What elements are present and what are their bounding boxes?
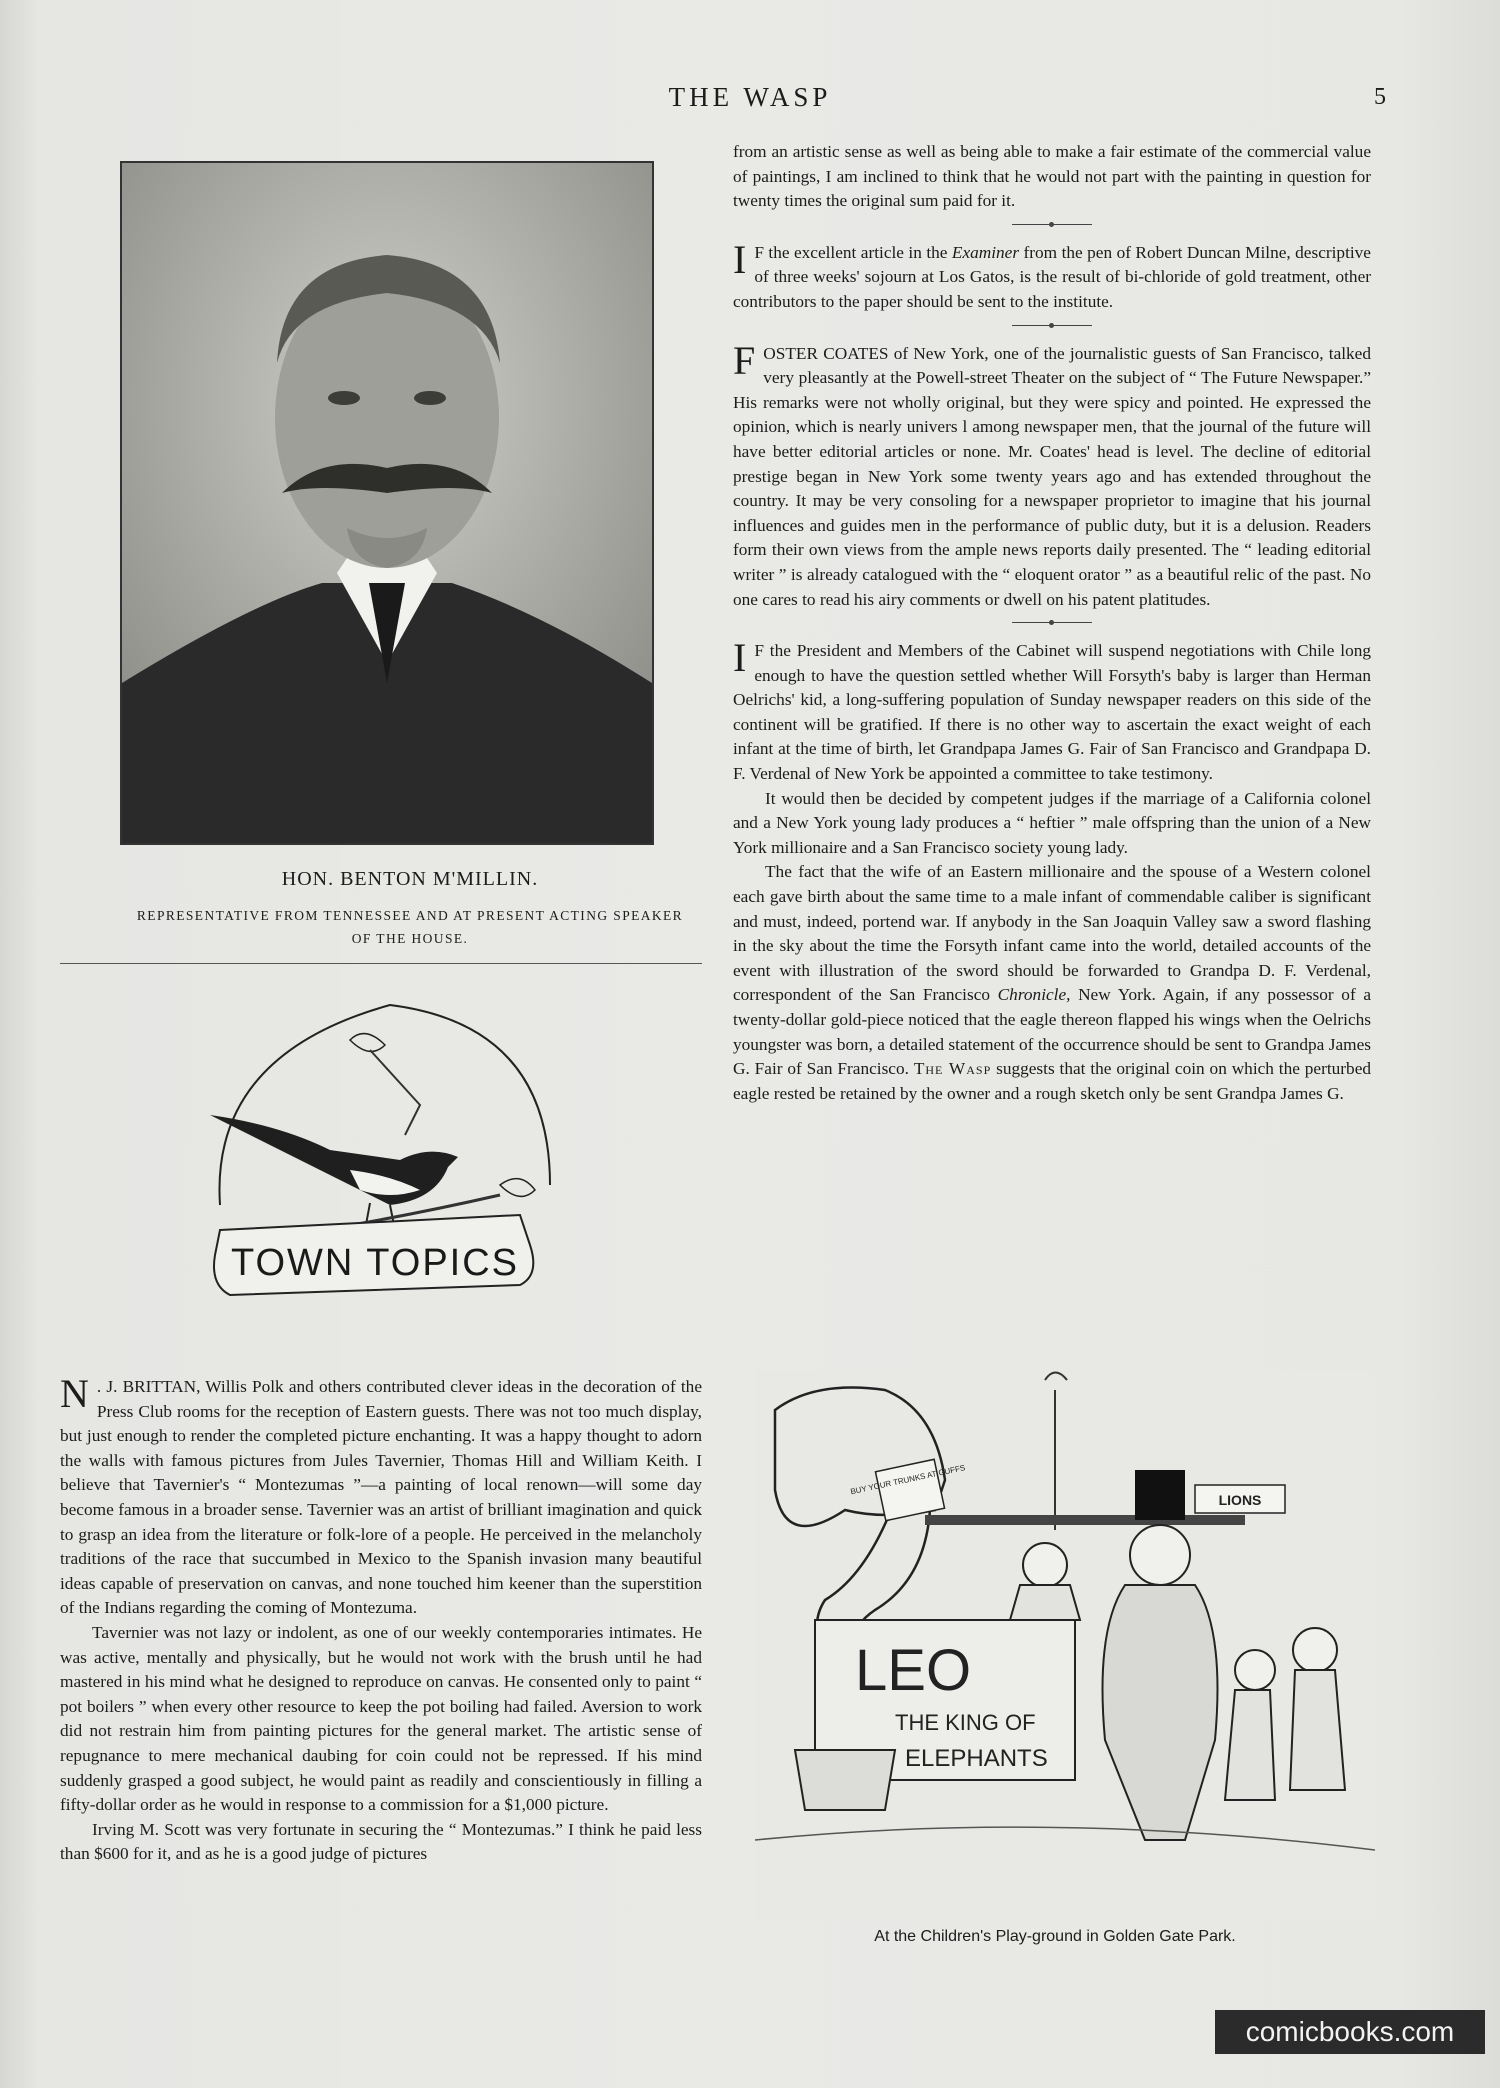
article-paragraph: The fact that the wife of an Eastern millionaire and the spouse of a Western colonel each gave birth about the same time to a male infant of commendable caliber is significant and must, indeed, portend war. If anybody in the San Joaquin Valley saw a sword flashing in the sky about the time the Forsyth infant came into the world, detailed accounts of the event with illustration of the sword should be forwarded to Grandpa D. F. Verdenal, correspondent of the San Francisco Chronicle, New York. Again, if any possessor of a twenty-dollar gold-piece noticed that the eagle thereon flapped his wings when the Oelrichs youngster was born, a detailed statement of the occurrence should be sent to Grandpa James G. Fair of San Francisco. The Wasp suggests that the original coin on which the perturbed eagle rested be retained by the owner and a rough sketch only be sent Grandpa James G.: [733, 862, 1372, 1103]
article-paragraph: N . J. BRITTAN, Willis Polk and others contributed clever ideas in the decoration of the Press Club rooms for the reception of Eastern guests. There was not too much display, but just enough to render the completed picture enchanting. It was a happy thought to adorn the walls with famous pictures from Jules Tavernier, Thomas Hill and William Keith. I believe that Tavernier's “ Montezumas ”—a painting of local renown—will some day become famous in a broader sense. Tavernier was an artist of brilliant imagination and quick to grasp an idea from the literature or folk-lore of a people. He perceived in the melancholy traditions of the race that succumbed in Mexico to the Spanish invasion many beautiful ideas capable of preservation on canvas, and none touched him keener than the superstition of the Indians regarding the coming of Montezuma.: [60, 1371, 702, 1618]
article-paragraph: FOSTER COATES of New York, one of the journalistic guests of San Francisco, talked very pleasantly at the Powell-street Theater on the subject of “ The Future Newspaper.” His remarks were not wholly original, but they were spicy and pointed. He expressed the opinion, which is nearly univers l among newspaper men, that the journal of the future will have better editorial articles or none. Mr. Coates' head is level. The decline of editorial prestige began in New York some twenty years ago and has extended throughout the country. It may be very consoling for a newspaper proprietor to imagine that his journal influences and guides men in the performance of public duty, but it is a delusion. Readers form their own views from the ample news reports daily presented. The “ leading editorial writer ” is already catalogued with the “ eloquent orator ” as a beautiful relic of the past. No one cares to read his airy comments or dwell on his patent platitudes.: [733, 337, 1371, 609]
town-topics-illustration: [190, 985, 590, 1325]
leo-sign: LEO: [855, 1638, 972, 1703]
town-topics-banner: TOWN TOPICS: [230, 1242, 520, 1284]
drop-cap: I: [733, 236, 747, 282]
drop-cap: I: [733, 635, 747, 681]
paragraph-separator: [1012, 224, 1092, 225]
left-column-article: [60, 1371, 702, 1867]
magpie-vignette: [190, 985, 590, 1325]
trunk-sign-text: BUY YOUR TRUNKS AT GUFFS: [849, 1463, 967, 1497]
article-paragraph: Irving M. Scott was very fortunate in securing the “ Montezumas.” I think he paid less than $600 for it, and as he is a good judge of pictures: [60, 1819, 702, 1864]
portrait-subtitle-line-2: OF THE HOUSE.: [351, 931, 469, 946]
drop-cap: N: [60, 1371, 89, 1416]
portrait-photo: [120, 161, 654, 845]
article-paragraph: I F the excellent article in the Examiner from the pen of Robert Duncan Milne, descriptive of three weeks' sojourn at Los Gatos, is the result of bi-chloride of gold treatment, other contributors to the paper should be sent to the institute.: [733, 236, 1371, 311]
page-number: 5: [1374, 84, 1386, 110]
lions-sign: LIONS: [1218, 1492, 1262, 1508]
article-paragraph: from an artistic sense as well as being able to make a fair estimate of the commercial value of paintings, I am inclined to think that he would not part with the painting in question for twenty times the original sum paid for it.: [733, 142, 1371, 211]
elephant-cartoon: [755, 1370, 1375, 1920]
cartoon-caption: At the Children's Play-ground in Golden Gate Park.: [874, 1928, 1236, 1945]
masthead-title: THE WASP: [668, 82, 832, 112]
portrait-image: [122, 163, 652, 843]
king-of-sign: THE KING OF: [895, 1710, 1036, 1735]
portrait-caption-name: HON. BENTON M'MILLIN.: [281, 868, 539, 890]
drop-cap: F: [733, 337, 756, 383]
portrait-caption-subtitle: [60, 904, 760, 950]
article-paragraph: It would then be decided by competent judges if the marriage of a California colonel and a New York young lady produces a “ heftier ” male offspring than the union of a New York millionaire and a San Francisco society young lady.: [733, 788, 1371, 857]
elephants-sign: ELEPHANTS: [905, 1745, 1048, 1772]
right-column-article: [733, 140, 1371, 1106]
section-divider: [60, 963, 702, 964]
article-paragraph: Tavernier was not lazy or indolent, as one of our weekly contemporaries intimates. He was active, mentally and physically, but he would not work with the brush until he had mastered in his mind what he designed to reproduce on canvas. He consented only to paint “ pot boilers ” when every other resource to keep the pot boiling had failed. Aversion to work did not restrain him from painting pictures for the general market. The artistic sense of repugnance to mere mechanical daubing for coin could not be repressed. If his mind suddenly grasped a good subject, he would paint as readily and conscientiously in filling a fifty-dollar order as he would in response to a commission for a $1,000 picture.: [60, 1622, 702, 1815]
article-paragraph: I F the President and Members of the Cabinet will suspend negotiations with Chile long enough to have the question settled whether Will Forsyth's baby is larger than Herman Oelrichs' kid, a long-suffering population of Sunday newspaper readers on this side of the continent will be gratified. If there is no other way to ascertain the exact weight of each infant at the time of birth, let Grandpapa James G. Fair of San Francisco and Grandpapa D. F. Verdenal of New York be appointed a committee to take testimony.: [733, 635, 1371, 784]
paragraph-separator: [1012, 325, 1092, 326]
cartoon-drawing: [755, 1370, 1375, 1920]
portrait-subtitle-line-1: REPRESENTATIVE FROM TENNESSEE AND AT PRESENT ACTING SPEAKER: [136, 908, 684, 923]
watermark-badge: comicbooks.com: [1215, 2010, 1485, 2054]
paragraph-separator: [1012, 622, 1092, 623]
